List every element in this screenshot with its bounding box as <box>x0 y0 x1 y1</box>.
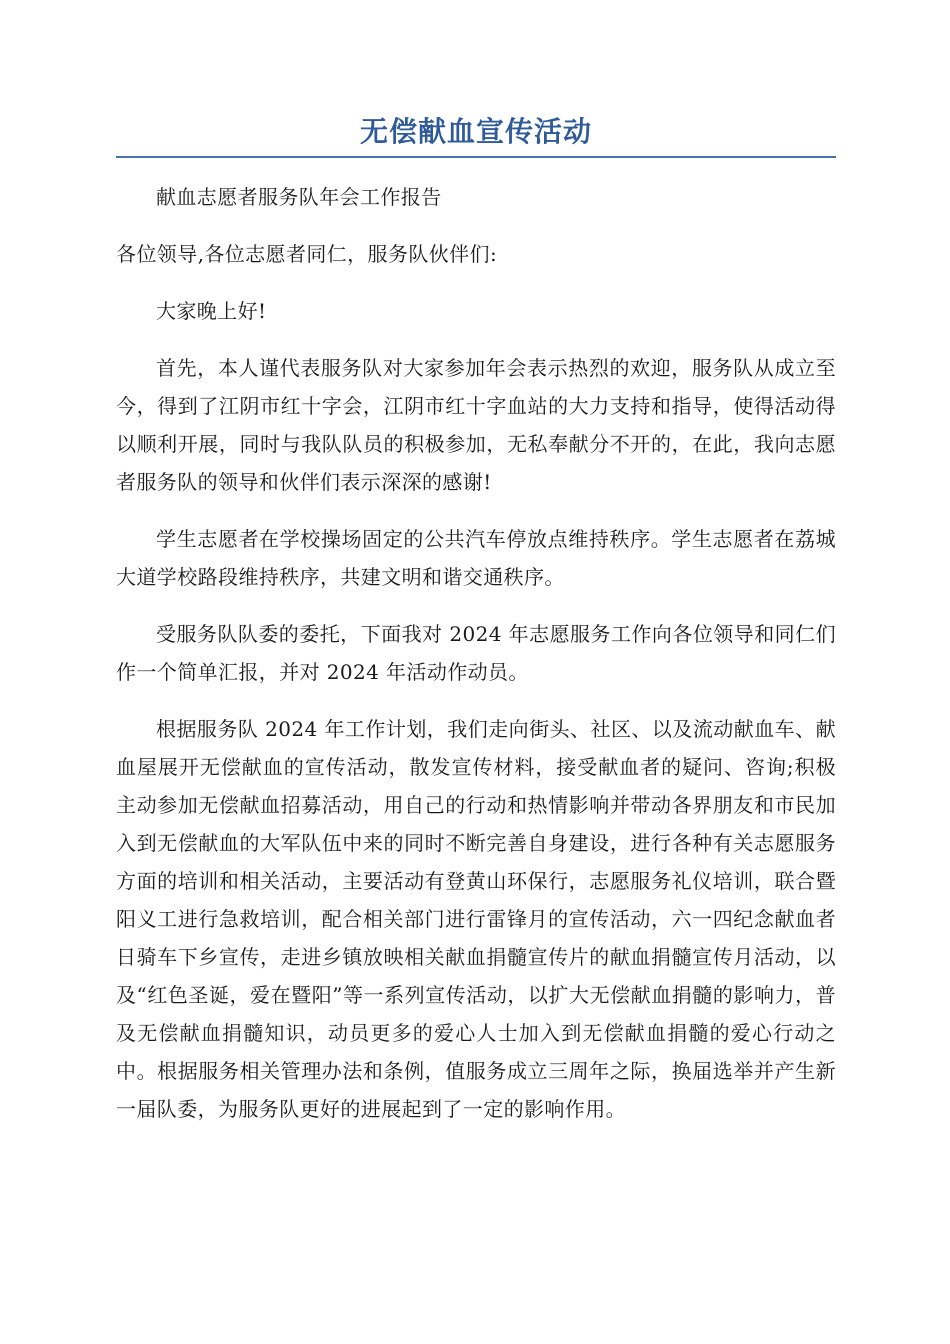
greeting: 大家晚上好! <box>156 299 267 323</box>
paragraph-work-plan: 根据服务队 2024 年工作计划，我们走向街头、社区、以及流动献血车、献血屋展开无偿献血的宣传活动，散发宣传材料，接受献血者的疑问、咨询;积极主动参加无偿献血招募活动，用自己的行动和热情影响并带动各界朋友和市民加入到无偿献血的大军队伍中来的同时不断完善自身建设，进行各种有关志愿服务方面的培训和相关活动，主要活动有登黄山环保行，志愿服务礼仪培训，联合暨阳义工进行急救培训，配合相关部门进行雷锋月的宣传活动，六一四纪念献血者日骑车下乡宣传，走进乡镇放映相关献血捐髓宣传片的献血捐髓宣传月活动，以及“红色圣诞，爱在暨阳”等一系列宣传活动，以扩大无偿献血捐髓的影响力，普及无偿献血捐髓知识，动员更多的爱心人士加入到无偿献血捐髓的爱心行动之中。根据服务相关管理办法和条例，值服务成立三周年之际，换届选举并产生新一届队委，为服务队更好的进展起到了一定的影响作用。 <box>116 717 836 1121</box>
paragraph-student-volunteers: 学生志愿者在学校操场固定的公共汽车停放点维持秩序。学生志愿者在荔城大道学校路段维持秩序，共建文明和谐交通秩序。 <box>116 527 836 589</box>
title-divider <box>116 156 836 158</box>
document-title: 无偿献血宣传活动 <box>359 115 592 148</box>
report-heading: 献血志愿者服务队年会工作报告 <box>156 185 442 209</box>
salutation: 各位领导,各位志愿者同仁，服务队伙伴们: <box>116 242 498 266</box>
paragraph-welcome: 首先，本人谨代表服务队对大家参加年会表示热烈的欢迎，服务队从成立至今，得到了江阴市红十字会，江阴市红十字血站的大力支持和指导，使得活动得以顺利开展，同时与我队队员的积极参加，无私奉献分不开的，在此，我向志愿者服务队的领导和伙伴们表示深深的感谢! <box>116 356 836 494</box>
document-body <box>116 178 836 1128</box>
paragraph-report-intro: 受服务队队委的委托，下面我对 2024 年志愿服务工作向各位领导和同仁们作一个简单汇报，并对 2024 年活动作动员。 <box>116 622 836 684</box>
document-page <box>116 110 836 1147</box>
